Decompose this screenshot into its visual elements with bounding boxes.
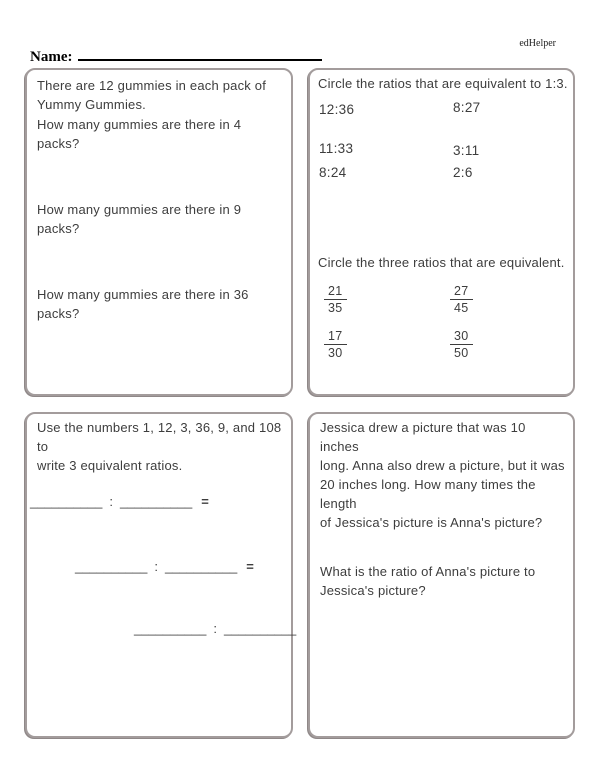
name-row [30, 46, 322, 66]
picture-paragraph-line: 20 inches long. How many times the length [320, 477, 536, 511]
gummies-question-36-packs: How many gummies are there in 36 packs? [37, 287, 249, 321]
name-label: Name: [30, 49, 73, 65]
fraction-numerator: 17 [324, 329, 347, 345]
answer-blank: __________ [30, 494, 103, 509]
answer-blank: __________ [119, 494, 193, 509]
ratio-option: 8:24 [319, 165, 347, 180]
ratio-colon: : [154, 559, 158, 574]
blank-ratio-row [75, 559, 254, 574]
fraction-numerator: 27 [450, 284, 473, 300]
ratio-option: 8:27 [453, 100, 481, 115]
fraction-denominator: 30 [328, 346, 343, 360]
equals-sign: = [246, 559, 254, 574]
name-blank-line [78, 46, 322, 61]
fraction-option [324, 329, 347, 360]
write-ratios-prompt [37, 418, 283, 475]
gummies-intro-line: There are 12 gummies in each pack of [37, 78, 267, 93]
blank-ratio-row [134, 621, 296, 636]
answer-blank: __________ [223, 621, 297, 636]
gummies-question-9-packs: How many gummies are there in 9 packs? [37, 202, 242, 236]
fraction-numerator: 30 [450, 329, 473, 345]
write-ratios-prompt-line: write 3 equivalent ratios. [37, 458, 183, 473]
problem-box-picture-lengths [308, 412, 575, 738]
fraction-denominator: 35 [328, 301, 343, 315]
picture-question-line: Jessica's picture? [320, 583, 426, 598]
gummies-intro [37, 76, 281, 114]
ratio-option: 3:11 [453, 143, 480, 158]
picture-paragraph-line: long. Anna also drew a picture, but it was [320, 458, 565, 473]
brand-text: edHelper [519, 38, 556, 49]
fraction-denominator: 50 [454, 346, 469, 360]
ratio-colon: : [213, 621, 217, 636]
picture-paragraph-line: of Jessica's picture is Anna's picture? [320, 515, 543, 530]
blank-ratio-row [30, 494, 209, 509]
ratio-option: 2:6 [453, 165, 473, 180]
circle-ratios-prompt: Circle the ratios that are equivalent to 1:3. [318, 76, 568, 91]
circle-three-ratios-prompt: Circle the three ratios that are equivalent. [318, 255, 565, 270]
fraction-numerator: 21 [324, 284, 347, 300]
answer-blank: __________ [164, 559, 238, 574]
picture-ratio-question [320, 562, 568, 600]
equals-sign: = [201, 494, 209, 509]
picture-paragraph-line: Jessica drew a picture that was 10 inches [320, 420, 526, 454]
gummies-intro-line: Yummy Gummies. [37, 97, 146, 112]
ratio-option: 11:33 [319, 141, 354, 156]
answer-blank: __________ [75, 559, 148, 574]
write-ratios-prompt-line: Use the numbers 1, 12, 3, 36, 9, and 108 to [37, 420, 282, 454]
ratio-option: 12:36 [319, 102, 355, 117]
fraction-option [450, 284, 473, 315]
gummies-question-4-packs: How many gummies are there in 4 packs? [37, 117, 242, 151]
picture-problem-paragraph [320, 418, 568, 532]
fraction-denominator: 45 [454, 301, 469, 315]
problem-box-write-ratios [25, 412, 297, 738]
problem-box-circle-ratios [308, 68, 575, 396]
problem-box-gummies [25, 68, 293, 396]
answer-blank: __________ [134, 621, 207, 636]
fraction-option [324, 284, 347, 315]
picture-question-line: What is the ratio of Anna's picture to [320, 564, 536, 579]
ratio-colon: : [109, 494, 113, 509]
fraction-option [450, 329, 473, 360]
